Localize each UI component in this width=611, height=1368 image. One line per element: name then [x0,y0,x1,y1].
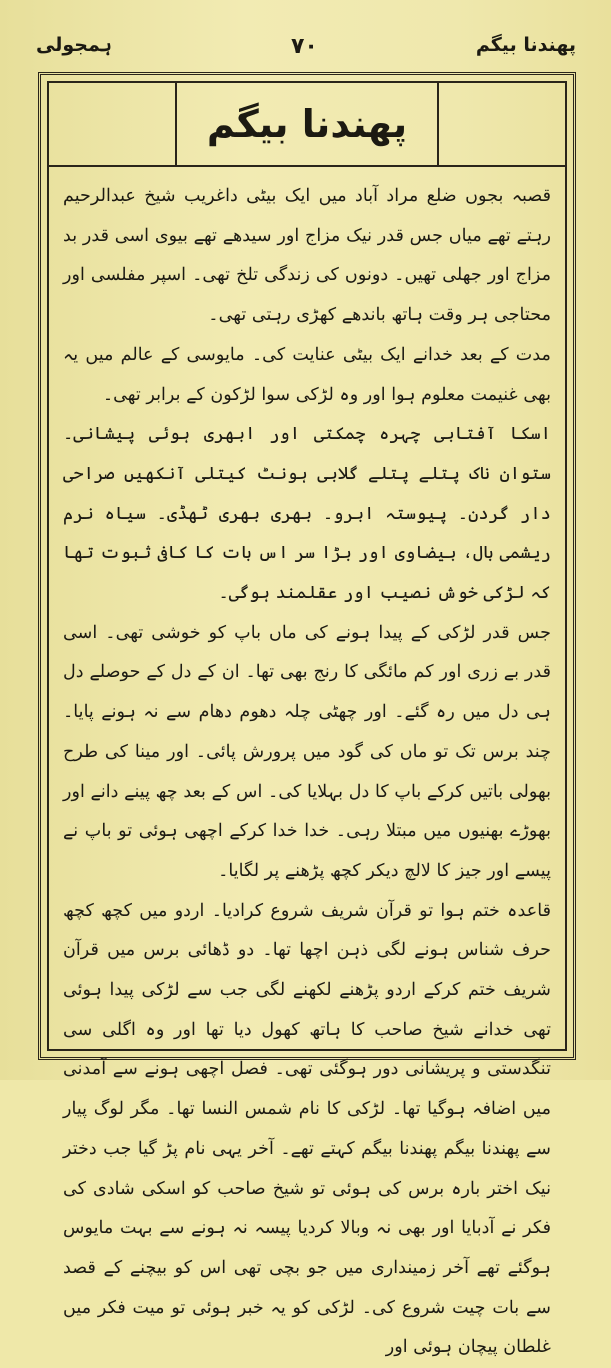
text-frame [38,72,576,1358]
paragraph: جس قدر لڑکی کے پیدا ہونے کی ماں باپ کو خوشی تھی۔ اسی قدر بے زری اور کم مائگی کا رنج بھی تھا۔ ان کے دل کے حوصلے دل ہی دل میں رہ گئے۔ اور چھٹی چلہ دھوم دھام سے نہ ہونے پایا۔ چند برس تک تو ماں کی گود میں پرورش پائی۔ اور مینا کی طرح بھولی باتیں کرکے باپ کا دل بہلایا کی۔ اس کے بعد چھ پینے دانے اور بھوڑے بھنیوں میں مبتلا رہی۔ خدا خدا کرکے اچھی ہوئی تو باپ نے پیسے اور جیز کا لالچ دیکر کچھ پڑھنے پر لگایا۔ [63,622,551,881]
story-running-title: پھندنا بیگم [475,34,576,56]
story-title: پھندنا بیگم [206,102,408,146]
magazine-name: ہمجولی [36,34,112,56]
title-band [49,83,565,167]
title-divider-right [437,83,439,165]
page-number: ۷۰ [291,34,318,59]
paragraph: قاعدہ ختم ہوا تو قرآن شریف شروع کرادیا۔ اردو میں کچھ کچھ حرف شناس ہونے لگی ذہن اچھا تھا۔ دو ڈھائی برس میں قرآن شریف ختم کرکے اردو پڑھنے لکھنے لگی جب سے لڑکی پیدا ہوئی تھی خدانے شیخ صاحب کا ہاتھ کھول دیا تھا اور وہ اگلی سی تنگدستی و پریشانی دور ہوگئی تھی۔ فصل اچھی ہونے سے آمدنی میں اضافہ ہوگیا تھا۔ لڑکی کا نام شمس النسا تھا۔ مگر لوگ پیار سے پھندنا بیگم پھندنا بیگم کہتے تھے۔ آخر یہی نام پڑ گیا جب دختر نیک اختر بارہ برس کی ہوئی تو شیخ صاحب کو اسکی شادی کی فکر نے آدبایا اور بھی نہ وبالا کردیا پیسہ نہ ہونے سے بہت مایوس ہوگئے تھے آخر زمینداری میں جو بچی تھی اس کو بیچنے کے قصد سے بات چیت شروع کی۔ لڑکی کو یہ خبر ہوئی تو میت فکر میں غلطان پیچان ہوئی اور [63,900,551,1358]
paragraph: مدت کے بعد خدانے ایک بیٹی عنایت کی۔ مایوسی کے عالم میں یہ بھی غنیمت معلوم ہوا اور وہ لڑکی سوا لڑکون کے برابر تھی۔ [63,344,551,405]
title-divider-left [175,83,177,165]
paragraph: قصبہ بجوں ضلع مراد آباد میں ایک بیٹی داغریب شیخ عبدالرحیم رہتے تھے میاں جس قدر نیک مزاج اور سیدھے تھے بیوی اسی قدر بد مزاج اور جھلی تھیں۔ دونوں کی زندگی تلخ تھی۔ اسپر مفلسی اور محتاجی ہر وقت ہاتھ باندھے کھڑی رہتی تھی۔ [63,186,551,326]
paragraph: اسکا آفتابی چہرہ چمکتی اور ابھری ہوئی پیشانی۔ ستوان ناک پتلے پتلے گلابی ہونٹ کیتلی آنکھیں صراحی دار گردن۔ پیوستہ ابرو۔ بھری بھری ٹھڈی۔ سیاہ نرم ریشمی بال، بیضاوی اور بڑا سر اس بات کا کافی ثبوت تھا کہ لڑکی خوش نصیب اور عقلمند ہوگی۔ [63,424,551,604]
story-body [63,177,551,1358]
running-head [36,28,576,68]
text-frame-inner [47,81,567,1358]
